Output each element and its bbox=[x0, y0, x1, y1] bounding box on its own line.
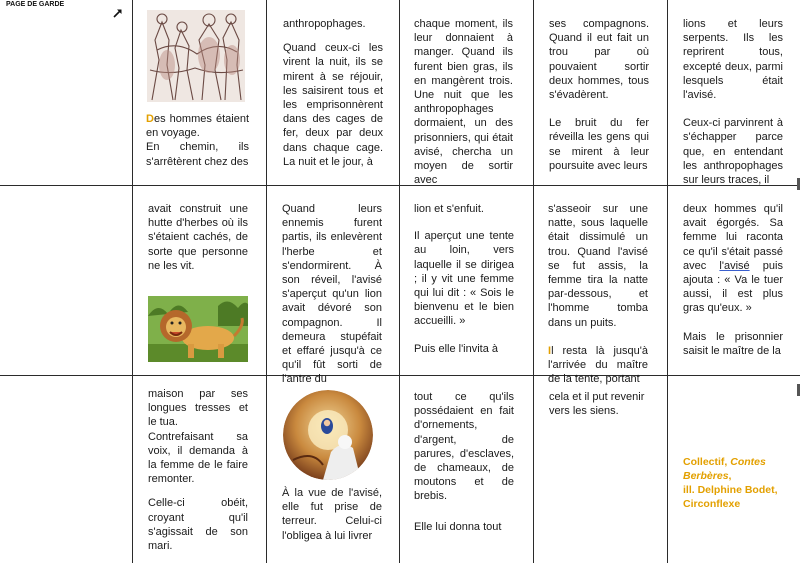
resize-arrow-icon[interactable] bbox=[113, 8, 123, 18]
row3-col4-p1: cela et il put revenir vers les siens. bbox=[549, 391, 645, 418]
row1-col3-p1: chaque moment, ils leur donnaient à manger. Quand ils furent bien gras, ils en mangèrent trois. Une nuit que les anthropophages dormaient, un des prisonniers, qui était avisé, chercha un moyen de sortir avec bbox=[414, 18, 513, 187]
row2-col3-p2: Il aperçut une tente au loin, vers laquelle il se dirigea ; il y vit une femme qui lui dit : « Sois le bienvenu et le bien accueilli. » bbox=[414, 230, 514, 328]
lion-illustration bbox=[148, 296, 248, 362]
row2-col5-p1a: deux hommes qu'il avait égorgés. Sa femme lui raconta ce qu'il s'était passé avec bbox=[683, 203, 783, 272]
row3-col2-p1: À la vue de l'avisé, elle fut prise de terreur. Celui-ci l'obligea à lui livrer bbox=[282, 487, 382, 542]
drop-cap-d: D bbox=[146, 113, 154, 125]
row1-col1-line2: En chemin, ils s'arrêtèrent chez des bbox=[146, 141, 249, 168]
row2-col5-underlined-word[interactable]: l'avisé bbox=[719, 259, 750, 272]
credit-book-title: Contes Berbères bbox=[683, 456, 766, 482]
row3-col3-text bbox=[414, 390, 514, 534]
row2-col4-text bbox=[548, 202, 648, 386]
column-divider-3 bbox=[399, 0, 400, 563]
row1-col5-p2: Ceux-ci parvinrent à s'échapper parce que, en entendant les anthropophages sur leurs traces, il bbox=[683, 117, 783, 187]
row1-col4-p1: ses compagnons. Quand il eut fait un trou par où pouvaient sortir deux hommes, tous s'évadèrent. bbox=[549, 18, 649, 102]
row3-col3-p2: Elle lui donna tout bbox=[414, 520, 502, 533]
row1-col2-p1: anthropophages. bbox=[283, 18, 366, 30]
credit-comma: , bbox=[728, 470, 732, 482]
page-label: PAGE DE GARDE bbox=[6, 1, 65, 8]
row1-col2-p2: Quand ceux-ci les virent la nuit, ils se mirent à se réjouir, les saisirent tous et les emprisonnèrent dans des cages de fer, deux par deux dans chaque cage. La nuit et le jour, à bbox=[283, 42, 383, 168]
row2-col2-p1: Quand leurs ennemis furent partis, ils enlevèrent l'herbe et s'endormirent. À son réveil, l'avisé s'aperçut qu'un lion avait dévoré son compagnon. Il demeura stupéfait et effaré jusqu'à ce qu'il fût sorti de l'antre du bbox=[282, 203, 382, 386]
row1-col4-text bbox=[549, 17, 649, 173]
row1-col1-line1: es hommes étaient en voyage. bbox=[146, 113, 249, 140]
credit-author: Collectif, bbox=[683, 456, 731, 468]
column-divider-2 bbox=[266, 0, 267, 563]
row2-col4-p1: s'asseoir sur une natte, sous laquelle était dissimulé un trou. Quand l'avisé se fut assis, la femme tira la natte par-dessous, et l'homme tomba dans un puits. bbox=[548, 203, 648, 329]
row2-col1-p1: avait construit une hutte d'herbes où ils s'étaient cachés, de sorte que personne ne les vit. bbox=[148, 203, 248, 272]
row3-col1-p1b: Contrefaisant sa voix, il demanda à la femme de le faire remonter. bbox=[148, 430, 248, 486]
row-divider-2 bbox=[0, 375, 800, 376]
row2-col4-p2: l resta là jusqu'à l'arrivée du maître de la tente, portant bbox=[548, 344, 648, 386]
column-divider-4 bbox=[533, 0, 534, 563]
bibliographic-credit bbox=[683, 455, 793, 511]
row2-col3-p1: lion et s'enfuit. bbox=[414, 203, 484, 215]
row2-col5-p2: Mais le prisonnier saisit le maître de la bbox=[683, 330, 783, 357]
row2-col2-text bbox=[282, 202, 382, 387]
row2-col3-text bbox=[414, 202, 514, 356]
row-divider-1 bbox=[0, 185, 800, 186]
row3-col4-text bbox=[549, 390, 649, 418]
row2-col3-p3: Puis elle l'invita à bbox=[414, 342, 499, 355]
row1-col4-p2: Le bruit du fer réveilla les gens qui se mirent à leur poursuite avec leurs bbox=[549, 117, 649, 172]
row1-col1-text bbox=[146, 112, 249, 169]
row2-col5-text bbox=[683, 202, 783, 358]
row2-col5-p1b: puis ajouta : « Va le tuer aussi, il est plus gras qu'eux. » bbox=[683, 259, 783, 315]
row1-col5-text bbox=[683, 17, 783, 187]
row1-col3-text bbox=[414, 17, 513, 187]
row1-col5-p1: lions et leurs serpents. Ils les reprirent tous, excepté deux, parmi lesquels était l'avisé. bbox=[683, 18, 783, 102]
row2-col1-text bbox=[148, 202, 248, 273]
row3-col3-p1: tout ce qu'ils possédaient en fait d'ornements, d'argent, de parures, d'esclaves, de chameaux, de moutons et de brebis. bbox=[414, 391, 514, 503]
vignette-illustration bbox=[283, 390, 373, 480]
row3-col1-p2: Celle-ci obéit, croyant qu'il s'agissait de son mari. bbox=[148, 497, 248, 553]
drop-cap-i: I bbox=[548, 344, 552, 357]
row1-col2-text bbox=[283, 17, 383, 169]
row3-col2-text bbox=[282, 486, 382, 543]
column-divider-1 bbox=[132, 0, 133, 563]
row3-col1-p1: maison par ses longues tresses et le tua. bbox=[148, 388, 248, 429]
row3-col1-text bbox=[148, 387, 248, 553]
credit-illustrator-publisher: ill. Delphine Bodet, Circonflexe bbox=[683, 484, 778, 510]
anthropophages-illustration bbox=[147, 10, 245, 102]
column-divider-5 bbox=[667, 0, 668, 563]
